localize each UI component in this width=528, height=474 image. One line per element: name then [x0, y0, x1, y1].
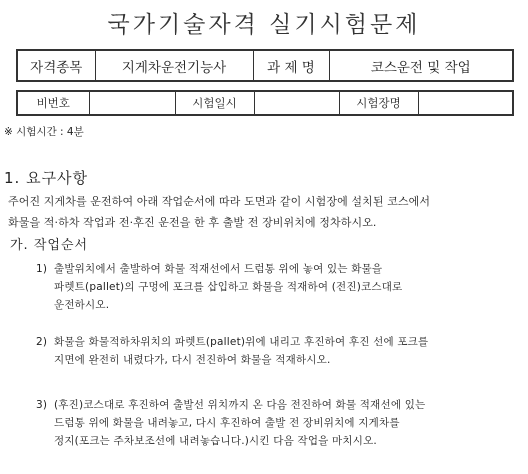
place-value	[418, 91, 513, 115]
item-line: 화물을 화물적하차위치의 파렛트(pallet)위에 내리고 후진하여 후진 선에 포크를	[54, 336, 429, 348]
item-line: 정지(포크는 주차보조선에 내려놓습니다.)시킨 다음 작업을 마치시오.	[54, 435, 377, 447]
subject-label: 과 제 명	[253, 50, 329, 81]
field-label: 자격종목	[17, 50, 95, 81]
number-label: 비번호	[17, 91, 89, 115]
subject-value: 코스운전 및 작업	[329, 50, 513, 81]
field-value: 지게차운전기능사	[95, 50, 253, 81]
list-item	[36, 260, 516, 314]
section-intro	[8, 191, 523, 233]
item-line: 출발위치에서 출발하여 화물 적재선에서 드럼통 위에 놓여 있는 화물을	[54, 263, 383, 275]
item-line: (후진)코스대로 후진하여 출발선 위치까지 온 다음 전진하여 화물 적재선에 있는	[54, 399, 426, 411]
item-line: 드럼통 위에 화물을 내려놓고, 다시 후진하여 출발 전 장비위치에 지게차를	[54, 417, 400, 429]
intro-line: 주어진 지게차를 운전하여 아래 작업순서에 따라 도면과 같이 시험장에 설치된 코스에서	[8, 195, 431, 208]
item-line: 파렛트(pallet)의 구멍에 포크를 삽입하고 화물을 적재하여 (전진)코스대로	[54, 281, 403, 293]
item-line: 운전하시오.	[54, 299, 110, 311]
exam-time-note: ※ 시험시간 : 4분	[4, 126, 84, 138]
list-item	[36, 333, 516, 369]
item-line: 지면에 완전히 내렸다가, 다시 전진하여 화물을 적재하시오.	[54, 354, 331, 366]
exam-info-table	[16, 90, 514, 116]
document-title: 국가기술자격 실기시험문제	[107, 12, 421, 38]
date-value	[254, 91, 339, 115]
number-value	[89, 91, 175, 115]
section-title: 1. 요구사항	[4, 169, 89, 187]
subsection-title: 가. 작업순서	[10, 238, 89, 253]
item-number: 1)	[36, 263, 48, 275]
place-label: 시험장명	[339, 91, 418, 115]
list-item	[36, 396, 516, 450]
intro-line: 화물을 적·하차 작업과 전·후진 운전을 한 후 출발 전 장비위치에 정차하시오.	[8, 216, 377, 229]
date-label: 시험일시	[175, 91, 254, 115]
item-number: 2)	[36, 336, 48, 348]
item-number: 3)	[36, 399, 48, 411]
exam-header-table	[16, 49, 514, 82]
